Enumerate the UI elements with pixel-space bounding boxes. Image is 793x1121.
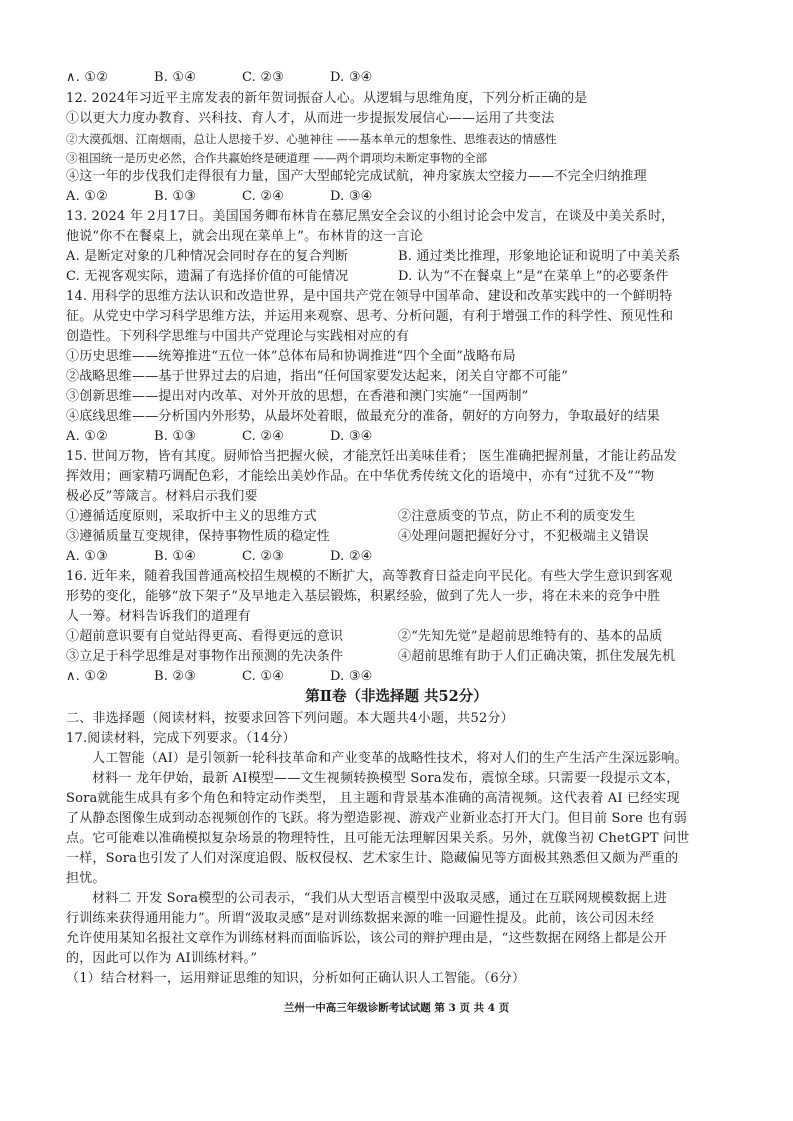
q17-material-1-line-6: 担忧。 [66,871,106,886]
q15-items-row-2 [66,527,734,547]
q16-items-row-2 [66,647,734,667]
q12-option-a: A. ①② [66,189,108,204]
q15-stem-line-3: 极必反”等箴言。材料启示我们要 [66,489,258,504]
q16-item-1: ①超前意识要有自觉站得更高、看得更远的意识 [66,629,344,644]
q12-options [66,187,734,207]
q12-option-b: B. ①③ [154,189,197,204]
q16-stem-line-2: 形势的变化，能够“放下架子”及早地走入基层锻炼，积累经验，做到了先人一步，将在未来的竞争中胜 [66,589,661,604]
q15-option-d: D. ②④ [330,549,373,564]
q14-item-1: ①历史思维——统筹推进“五位一体”总体布局和协调推进“四个全面”战略布局 [66,349,516,364]
q17-stem: 17.阅读材料，完成下列要求。（14分） [66,731,296,746]
q14-item-4: ④底线思维——分析国内外形势，从最坏处着眼，做最充分的准备，朝好的方向努力，争取最好的结果 [66,409,661,424]
q13-stem-line-1: 13. 2024 年 2月17日。美国国务卿布林肯在慕尼黑安全会议的小组讨论会中发言，在谈及中美关系时， [66,209,675,224]
q15-option-a: A. ①③ [66,549,108,564]
q17-material-1-line-4: 点。它可能难以准确模拟复杂场景的物理特性，且可能无法理解因果关系。另外，就像当初 ChetGPT 问世 [66,831,690,846]
q14-options [66,427,734,447]
q15-items-row-1 [66,507,734,527]
q13-option-c: C. 无视客观实际，遗漏了有选择价值的可能情况 [66,269,349,284]
q11-option-c: C. ②③ [242,70,285,85]
q15-item-3: ③遵循质量互变规律，保持事物性质的稳定性 [66,529,331,544]
q12-item-2: ②大漠孤烟、江南烟雨，总让人思接千岁、心驰神往 ——基本单元的想象性、思维表达的情感性 [66,132,557,146]
q14-option-b: B. ①③ [154,429,197,444]
q14-option-a: A. ①② [66,429,108,444]
q11-option-b: B. ①④ [154,70,197,85]
section-2-instruction: 二、非选择题（阅读材料，按要求回答下列问题。本大题共4小题，共52分） [66,711,514,726]
q17-material-2-line-2: 行训练来获得通用能力”。所谓“汲取灵感”是对训练数据来源的唯一回避性提及。此前，该公司因未经 [66,911,655,926]
q16-option-c: C. ①④ [242,669,285,684]
q14-item-3: ③创新思维——提出对内改革、对外开放的思想，在香港和澳门实施“一国两制” [66,389,529,404]
q12-option-c: C. ②④ [242,189,285,204]
q17-material-1-line-5: 一样，Sora也引发了人们对深度追假、版权侵权、艺术家生计、隐藏偏见等方面极其熟悉但又颇为严重的 [66,851,679,866]
q17-material-1-line-1: 材料一 龙年伊始，最新 AI模型——文生视频转换模型 Sora发布，震惊全球。只需要一段提示文本， [92,771,680,786]
q14-stem-line-3: 创造性。下列科学思维与中国共产党理论与实践相对应的有 [66,329,410,344]
q16-options [66,667,734,687]
q16-item-2: ②“先知先觉”是超前思维特有的、基本的品质 [398,629,663,644]
q17-material-1-line-3: 了从静态图像生成到动态视频创作的飞跃。将为塑造影视、游戏产业新业态打开大门。但目前 Sore 也有弱 [66,811,687,826]
q15-item-2: ②注意质变的节点，防止不利的质变发生 [398,509,636,524]
q13-stem-line-2: 他说“你不在餐桌上，就会出现在菜单上”。布林肯的这一言论 [66,229,423,244]
q13-option-d: D. 认为“不在餐桌上”是“在菜单上”的必要条件 [398,269,669,284]
q13-option-b: B. 通过类比推理，形象地论证和说明了中美关系 [398,249,681,264]
q14-item-2: ②战略思维——基于世界过去的启迪，指出“任何国家要发达起来，闭关自守都不可能” [66,369,569,384]
page-footer: 兰州一中高三年级诊断考试试题 第 3 页 共 4 页 [283,1002,510,1014]
q17-intro: 人工智能（AI）是引领新一轮科技革命和产业变革的战略性技术，将对人们的生产生活产生深远影响。 [92,751,688,766]
q15-options [66,547,734,567]
q14-option-c: C. ②④ [242,429,285,444]
q11-options [66,68,734,88]
q15-stem-line-1: 15. 世间万物，皆有其度。厨师恰当把握火候，才能烹饪出美味佳肴； 医生准确把握剂量，才能让药品发 [66,449,677,464]
q11-option-a: ∧. ①② [66,70,109,85]
q17-material-2-line-4: 的，因此可以作为 AI训练材料。” [66,951,258,966]
q17-material-2-line-1: 材料二 开发 Sora模型的公司表示，“我们从大型语言模型中汲取灵感，通过在互联网规模数据上进 [92,891,668,906]
q12-option-d: D. ③④ [330,189,373,204]
q14-stem-line-2: 征。从党史中学习科学思维方法，并运用来观察、思考、分析问题，有利于增强工作的科学性、预见性和 [66,309,674,324]
q12-item-1: ①以更大力度办教育、兴科技、育人才，从而进一步提振发展信心——运用了共变法 [66,111,555,126]
q17-material-2-line-3: 允许使用某知名报社文章作为训练材料而面临诉讼，该公司的辩护理由是，“这些数据在网络上都是公开 [66,931,667,946]
q15-stem-line-2: 挥效用；画家精巧调配色彩，才能绘出美妙作品。在中华优秀传统文化的语境中，亦有“过犹不及”“物 [66,469,655,484]
q16-items-row-1 [66,627,734,647]
q15-item-4: ④处理问题把握好分寸，不犯极端主义错误 [398,529,649,544]
q14-option-d: D. ③④ [330,429,373,444]
q16-stem-line-3: 人一筹。材料告诉我们的道理有 [66,609,251,624]
q13-option-a: A. 是断定对象的几种情况会同时存在的复合判断 [66,249,349,264]
q15-option-c: C. ②③ [242,549,285,564]
q12-stem: 12. 2024年习近平主席发表的新年贺词振奋人心。从逻辑与思维角度，下列分析正确的是 [66,91,588,106]
q17-subquestion-1: （1）结合材料一，运用辩证思维的知识，分析如何正确认识人工智能。（6分） [66,971,526,986]
q14-stem-line-1: 14. 用科学的思维方法认识和改造世界，是中国共产党在领导中国革命、建设和改革实践中的一个鲜明特 [66,289,673,304]
q16-item-4: ④超前思维有助于人们正确决策，抓住发展先机 [398,649,676,664]
q16-item-3: ③立足于科学思维是对事物作出预测的先决条件 [66,649,344,664]
q13-options-row-2 [66,267,734,287]
q17-material-1-line-2: Sora就能生成具有多个角色和特定动作类型， 且主题和背景基本准确的高清视频。这代表着 AI 已经实现 [66,791,680,806]
q16-option-d: D. ③④ [330,669,373,684]
q16-option-a: ∧. ①② [66,669,109,684]
q15-item-1: ①遵循适度原则，采取折中主义的思维方式 [66,509,317,524]
q15-option-b: B. ①④ [154,549,197,564]
q12-item-4: ④这一年的步伐我们走得很有力量，国产大型邮轮完成试航，神舟家族太空接力——不完全归纳推理 [66,169,647,184]
q13-options-row-1 [66,247,734,267]
q12-item-3: ③祖国统一是历史必然，合作共赢始终是硬道理 ——两个谓项均未断定事物的全部 [66,151,488,165]
section-2-title: 第Ⅱ卷（非选择题 共52分） [305,688,488,705]
q11-option-d: D. ③④ [330,70,373,85]
q16-option-b: B. ②③ [154,669,197,684]
q16-stem-line-1: 16. 近年来，随着我国普通高校招生规模的不断扩大，高等教育日益走向平民化。有些大学生意识到客观 [66,569,673,584]
